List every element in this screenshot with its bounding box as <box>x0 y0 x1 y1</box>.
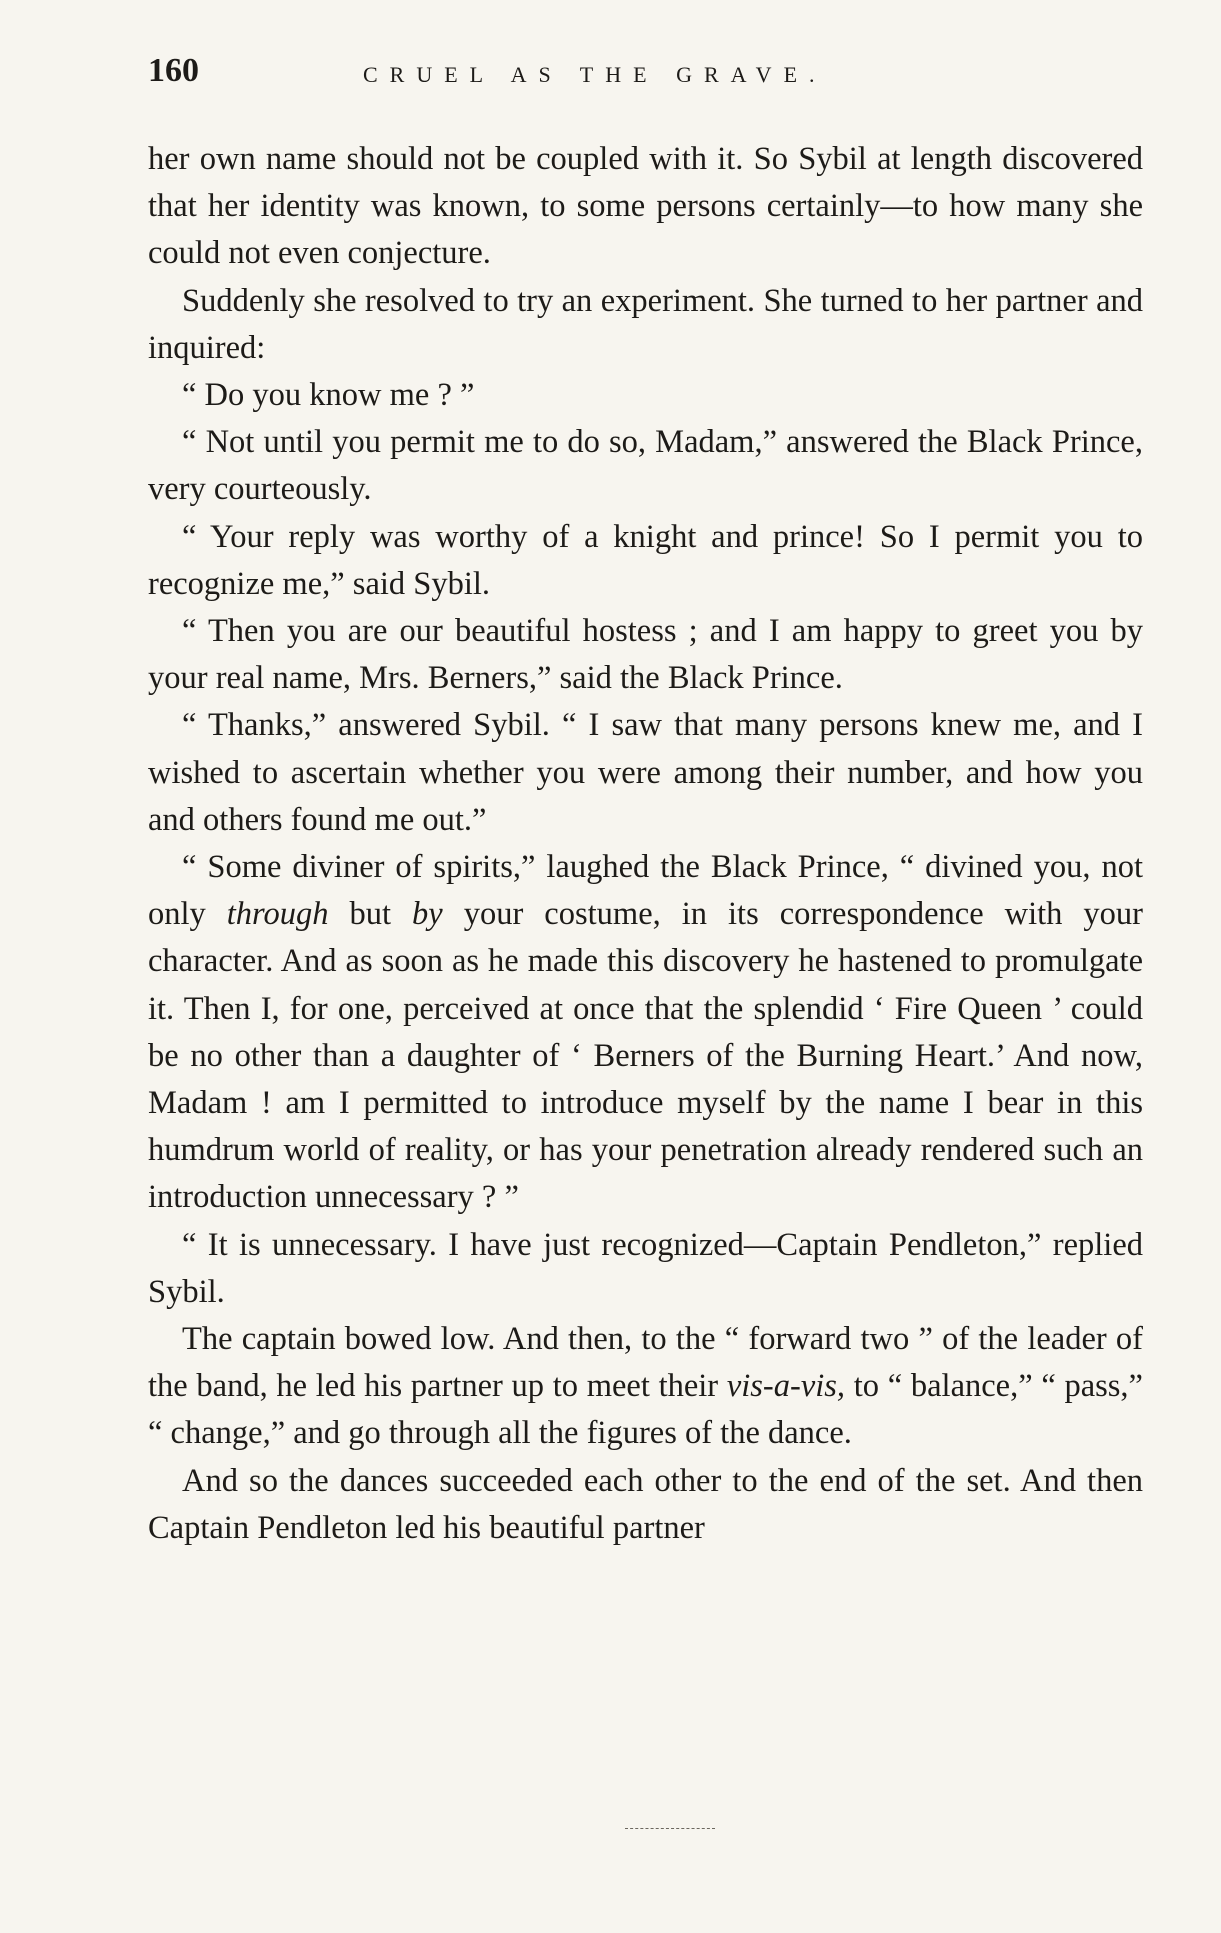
paragraph: her own name should not be coupled with it. So Sybil at length discovered that her identity was known, to some persons certainly—to how many she could not even conjecture. <box>148 141 1143 272</box>
paragraph: “ Thanks,” answered Sybil. “ I saw that many persons knew me, and I wished to ascertain whether you were among their number, and how you and others found me out.” <box>148 707 1143 838</box>
italic-text: by <box>412 896 443 933</box>
paragraph: “ It is unnecessary. I have just recognized—Captain Pendleton,” replied Sybil. <box>148 1226 1143 1310</box>
text-run: “ Some diviner of spirits,” laughed the Black Prince, “ divined you, not only <box>148 849 1143 933</box>
body-text <box>148 136 1143 1552</box>
text-run: but <box>328 896 413 933</box>
page-header <box>148 52 1143 104</box>
running-title: CRUEL AS THE GRAVE. <box>363 62 827 87</box>
page-number: 160 <box>148 52 199 89</box>
paragraph: And so the dances succeeded each other to the end of the set. And then Captain Pendleton led his beautiful partner <box>148 1462 1143 1546</box>
paragraph: “ Then you are our beautiful hostess ; and I am happy to greet you by your real name, Mrs. Berners,” said the Black Prince. <box>148 613 1143 697</box>
text-run: to “ balance,” “ pass,” “ change,” and go through all the figures of the dance. <box>148 1368 1143 1452</box>
italic-text: through <box>226 896 329 933</box>
paragraph <box>148 1316 1143 1458</box>
paragraph: “ Not until you permit me to do so, Madam,” answered the Black Prince, very courteously. <box>148 424 1143 508</box>
paragraph <box>148 844 1143 1222</box>
paragraph: “ Do you know me ? ” <box>182 377 475 414</box>
paragraph: Suddenly she resolved to try an experiment. She turned to her partner and inquired: <box>148 282 1143 366</box>
italic-text: vis-a-vis, <box>726 1368 846 1405</box>
tailpiece-rule <box>625 1828 715 1829</box>
paragraph: “ Your reply was worthy of a knight and prince! So I permit you to recognize me,” said Sybil. <box>148 518 1143 602</box>
book-page <box>148 52 1143 1552</box>
text-run: The captain bowed low. And then, to the “ forward two ” of the leader of the band, he led his partner up to meet their <box>148 1321 1143 1405</box>
text-run: your costume, in its correspondence with your character. And as soon as he made this discovery he hastened to promulgate it. Then I, for one, perceived at once that the splendid ‘ Fire Queen ’ could be no other than a daughter of ‘ Berners of the Burning Heart.’ And now, Madam ! am I permitted to introduce myself by the name I bear in this humdrum world of reality, or has your penetration already rendered such an introduction unnecessary ? ” <box>148 896 1143 1216</box>
